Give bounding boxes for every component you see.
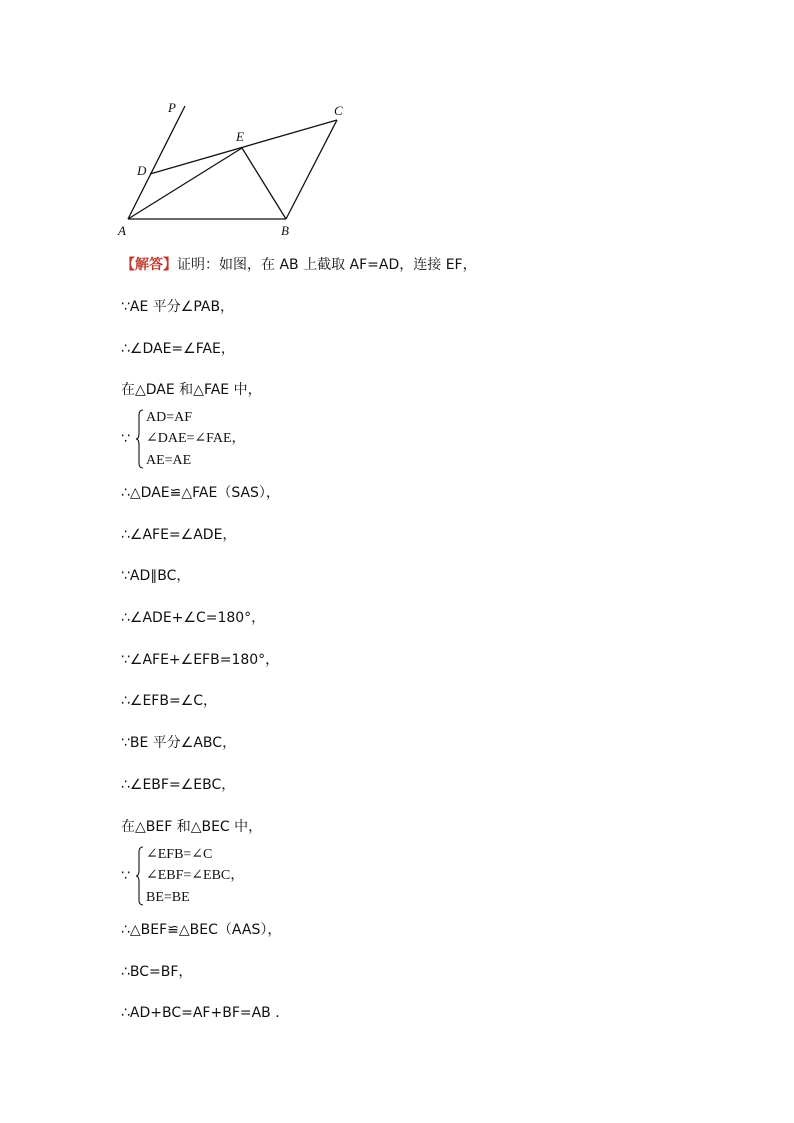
segment-AE bbox=[128, 148, 242, 219]
proof-line-2: ∴∠DAE=∠FAE， bbox=[121, 341, 235, 357]
system-2-row-2: ∠EBF=∠EBC， bbox=[146, 868, 245, 883]
left-brace-icon bbox=[135, 408, 145, 470]
point-label-C: C bbox=[334, 103, 343, 118]
system-1-row-1: AD=AF bbox=[146, 410, 193, 425]
proof-line-9: ∴∠EFB=∠C， bbox=[121, 693, 218, 709]
left-brace-icon bbox=[135, 845, 145, 907]
system-2-row-1: ∠EFB=∠C bbox=[146, 847, 213, 862]
segment-BC bbox=[286, 120, 337, 219]
geometry-figure bbox=[112, 96, 362, 244]
proof-line-8: ∵∠AFE+∠EFB=180°， bbox=[121, 652, 280, 668]
proof-line-6: ∵AD∥BC， bbox=[121, 568, 191, 584]
proof-line-12: 在△BEF 和△BEC 中， bbox=[121, 819, 263, 835]
proof-line-7: ∴∠ADE+∠C=180°， bbox=[121, 610, 266, 626]
segment-BE bbox=[242, 148, 286, 219]
solution-intro: 证明：如图，在 AB 上截取 AF=AD，连接 EF， bbox=[177, 257, 477, 273]
proof-line-11: ∴∠EBF=∠EBC， bbox=[121, 777, 236, 793]
proof-line-13: ∴△BEF≌△BEC（AAS）， bbox=[121, 922, 282, 938]
proof-line-4: ∴△DAE≌△FAE（SAS）， bbox=[121, 485, 280, 501]
proof-line-14: ∴BC=BF， bbox=[121, 964, 193, 980]
figure-svg bbox=[112, 96, 362, 244]
solution-label: 【解答】 bbox=[121, 257, 177, 273]
solution-intro-line bbox=[121, 256, 477, 274]
proof-line-5: ∴∠AFE=∠ADE， bbox=[121, 527, 237, 543]
because-symbol: ∵ bbox=[121, 868, 130, 884]
proof-line-10: ∵BE 平分∠ABC， bbox=[121, 735, 237, 751]
point-label-B: B bbox=[281, 223, 289, 238]
point-label-E: E bbox=[236, 129, 244, 144]
proof-line-3: 在△DAE 和△FAE 中， bbox=[121, 382, 262, 398]
system-1-row-2: ∠DAE=∠FAE， bbox=[146, 431, 246, 446]
proof-line-1: ∵AE 平分∠PAB， bbox=[121, 299, 235, 315]
system-2-row-3: BE=BE bbox=[146, 890, 190, 905]
because-symbol: ∵ bbox=[121, 431, 130, 447]
point-label-P: P bbox=[168, 100, 176, 115]
point-label-D: D bbox=[137, 163, 147, 178]
proof-line-15: ∴AD+BC=AF+BF=AB ． bbox=[121, 1005, 290, 1021]
system-1-row-3: AE=AE bbox=[146, 453, 192, 468]
point-label-A: A bbox=[118, 223, 126, 238]
